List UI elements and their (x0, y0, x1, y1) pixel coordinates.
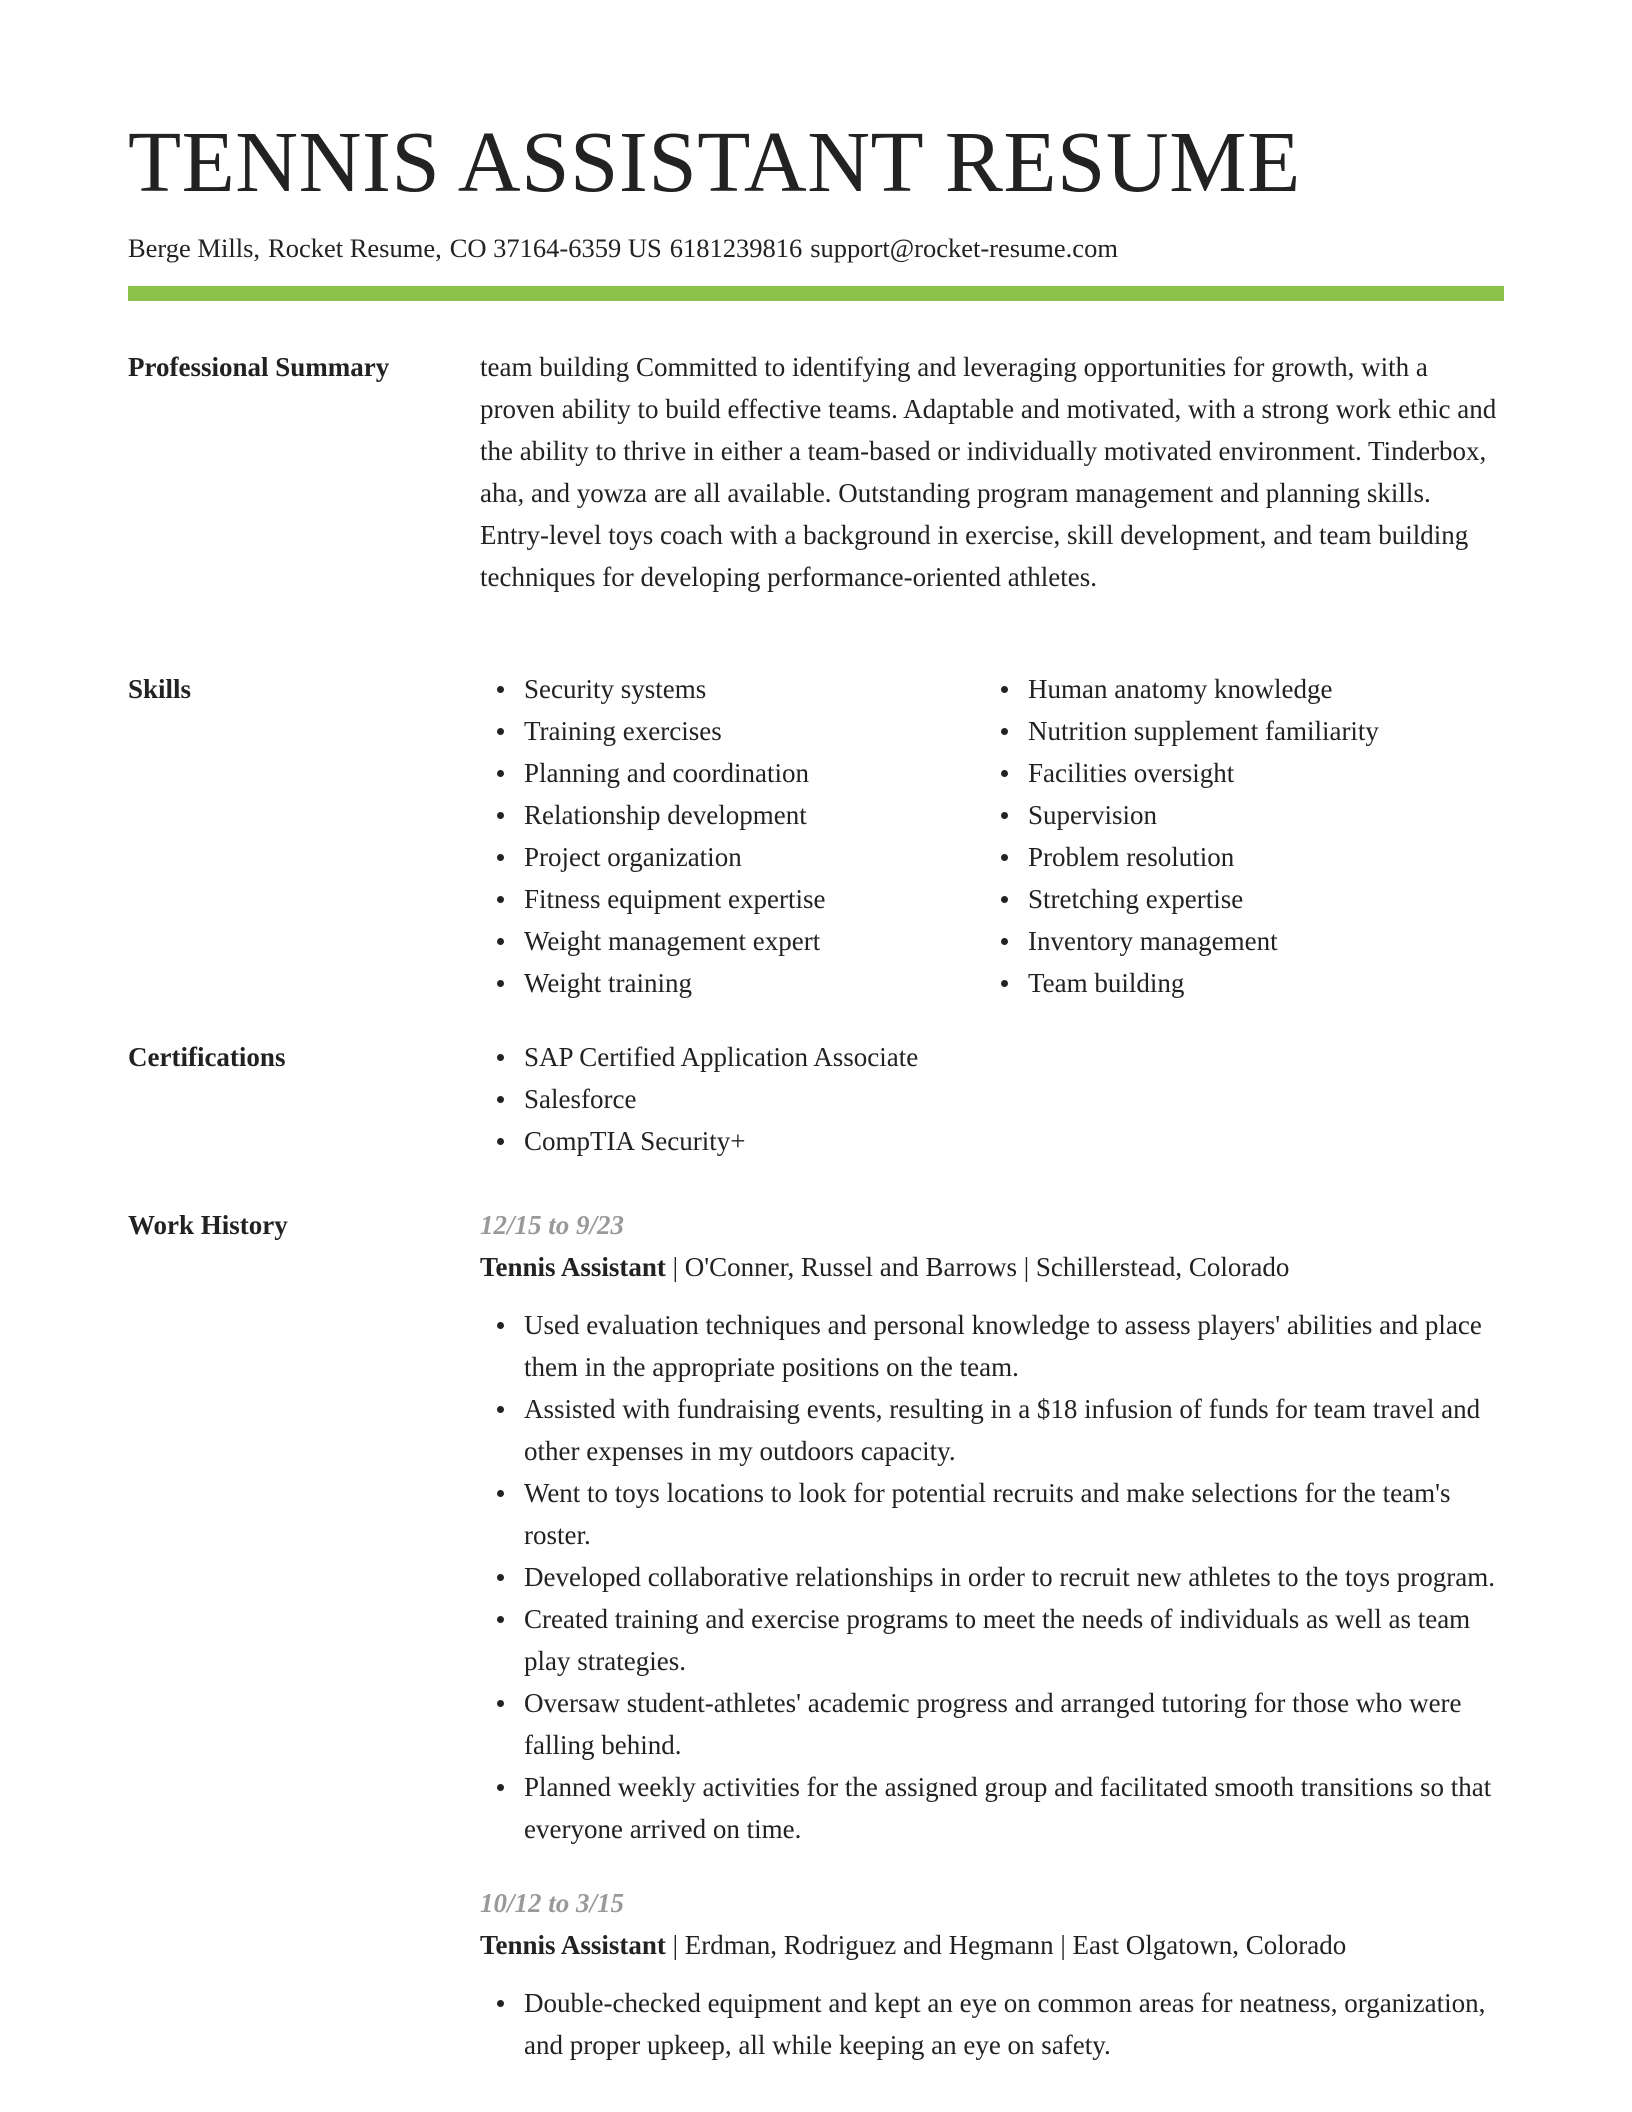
skill-item: Weight training (524, 962, 984, 1004)
job-entry (480, 1204, 1504, 1850)
skills-list-right (984, 668, 1488, 1004)
skills-column-left (480, 668, 984, 1004)
job-date: 10/12 to 3/15 (480, 1888, 625, 1918)
skill-item: Fitness equipment expertise (524, 878, 984, 920)
job-duties-list (480, 1982, 1504, 2066)
accent-divider (128, 286, 1504, 301)
work-history-label: Work History (128, 1210, 288, 1240)
job-entry (480, 1882, 1504, 2066)
certifications-label: Certifications (128, 1042, 286, 1072)
skills-body (480, 668, 1504, 1004)
skills-column-right (984, 668, 1488, 1004)
contact-name: Berge Mills, (128, 233, 261, 263)
job-heading (480, 1246, 1504, 1288)
contact-line (128, 230, 1126, 266)
skill-item: Planning and coordination (524, 752, 984, 794)
skill-item: Relationship development (524, 794, 984, 836)
summary-text: team building Committed to identifying and leveraging opportunities for growth, with a proven ability to build effective teams. Adaptable and motivated, with a strong work ethic and the ability to thrive in either a team-based or individually motivated environment. Tinderbox, aha, and yowza are all available. Outstanding program management and planning skills. Entry-level toys coach with a background in exercise, skill development, and team building techniques for developing performance-oriented athletes. (480, 352, 1497, 592)
skill-item: Nutrition supplement familiarity (1028, 710, 1488, 752)
job-duties-list (480, 1304, 1504, 1850)
skill-item: Facilities oversight (1028, 752, 1488, 794)
job-employer-location: | O'Conner, Russel and Barrows | Schillerstead, Colorado (665, 1252, 1290, 1282)
certification-item: SAP Certified Application Associate (524, 1036, 1504, 1078)
resume-title: TENNIS ASSISTANT RESUME (128, 113, 1301, 210)
job-employer-location: | Erdman, Rodriguez and Hegmann | East Olgatown, Colorado (665, 1930, 1347, 1960)
job-duty-item: Planned weekly activities for the assigned group and facilitated smooth transitions so that everyone arrived on time. (524, 1766, 1504, 1850)
job-duty-item: Double-checked equipment and kept an eye on common areas for neatness, organization, and proper upkeep, all while keeping an eye on safety. (524, 1982, 1504, 2066)
contact-company: Rocket Resume, (268, 233, 442, 263)
contact-phone: 6181239816 (669, 233, 803, 263)
job-title: Tennis Assistant (480, 1252, 666, 1282)
certifications-body (480, 1036, 1504, 1162)
job-duty-item: Created training and exercise programs to meet the needs of individuals as well as team play strategies. (524, 1598, 1504, 1682)
skill-item: Inventory management (1028, 920, 1488, 962)
certifications-list (480, 1036, 1504, 1162)
certification-item: Salesforce (524, 1078, 1504, 1120)
summary-body (480, 346, 1504, 598)
skills-list-left (480, 668, 984, 1004)
job-duty-item: Assisted with fundraising events, resulting in a $18 infusion of funds for team travel and other expenses in my outdoors capacity. (524, 1388, 1504, 1472)
contact-email: support@rocket-resume.com (810, 233, 1118, 263)
work-history-body (480, 1204, 1504, 2098)
job-duty-item: Used evaluation techniques and personal knowledge to assess players' abilities and place them in the appropriate positions on the team. (524, 1304, 1504, 1388)
skill-item: Project organization (524, 836, 984, 878)
skill-item: Security systems (524, 668, 984, 710)
job-heading (480, 1924, 1504, 1966)
skill-item: Supervision (1028, 794, 1488, 836)
job-duty-item: Oversaw student-athletes' academic progress and arranged tutoring for those who were falling behind. (524, 1682, 1504, 1766)
job-title: Tennis Assistant (480, 1930, 666, 1960)
job-duty-item: Went to toys locations to look for potential recruits and make selections for the team's roster. (524, 1472, 1504, 1556)
skill-item: Human anatomy knowledge (1028, 668, 1488, 710)
certification-item: CompTIA Security+ (524, 1120, 1504, 1162)
contact-location: CO 37164-6359 US (449, 233, 662, 263)
skill-item: Training exercises (524, 710, 984, 752)
skills-label: Skills (128, 674, 192, 704)
summary-label: Professional Summary (128, 352, 390, 382)
skill-item: Stretching expertise (1028, 878, 1488, 920)
skills-columns (480, 668, 1504, 1004)
job-duty-item: Developed collaborative relationships in order to recruit new athletes to the toys program. (524, 1556, 1504, 1598)
skill-item: Team building (1028, 962, 1488, 1004)
skill-item: Weight management expert (524, 920, 984, 962)
skill-item: Problem resolution (1028, 836, 1488, 878)
job-date: 12/15 to 9/23 (480, 1210, 625, 1240)
